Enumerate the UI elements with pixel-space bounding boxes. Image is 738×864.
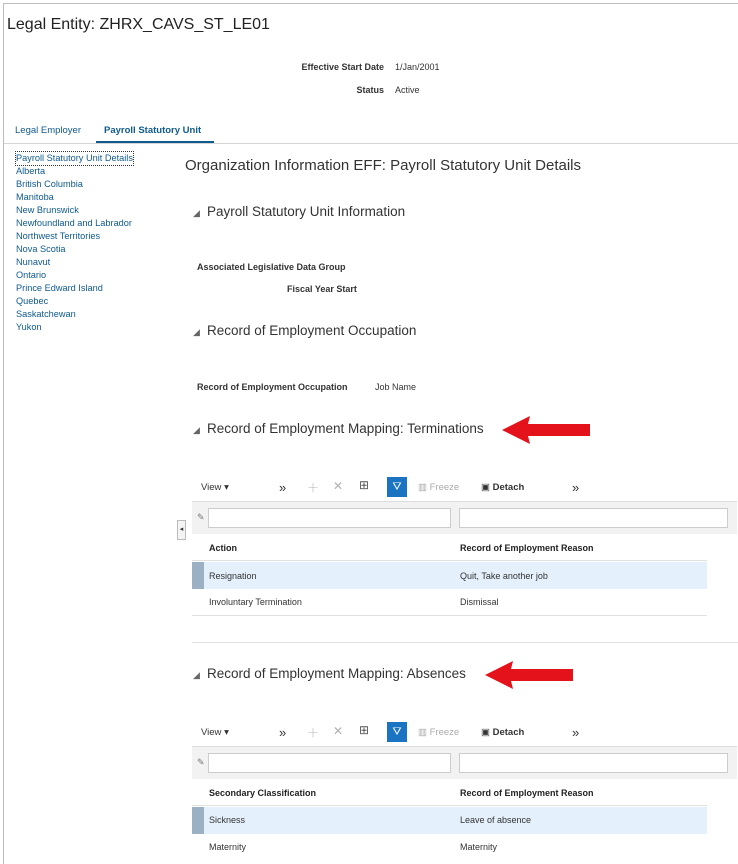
effective-start-date-label: Effective Start Date bbox=[301, 62, 384, 72]
columns-icon[interactable]: ⊞ bbox=[359, 723, 370, 737]
freeze-button[interactable] bbox=[418, 727, 459, 738]
column-header-roe-reason[interactable]: Record of Employment Reason bbox=[460, 543, 594, 553]
absences-filter-row bbox=[192, 746, 737, 779]
delete-row-icon[interactable]: ✕ bbox=[333, 724, 344, 738]
page-heading: Organization Information EFF: Payroll Statutory Unit Details bbox=[185, 157, 581, 174]
divider bbox=[192, 560, 707, 561]
view-menu[interactable] bbox=[201, 482, 229, 493]
overflow-chevron-icon[interactable]: » bbox=[572, 725, 580, 740]
freeze-button[interactable] bbox=[418, 482, 459, 493]
nav-item-alberta[interactable]: Alberta bbox=[16, 166, 46, 176]
edit-pencil-icon: ✎ bbox=[197, 757, 205, 767]
fiscal-year-start-label: Fiscal Year Start bbox=[287, 284, 357, 294]
nav-item-nova-scotia[interactable]: Nova Scotia bbox=[16, 244, 66, 254]
detach-button[interactable] bbox=[481, 482, 524, 493]
dropdown-arrow-icon: ▾ bbox=[224, 727, 229, 738]
nav-item-saskatchewan[interactable]: Saskatchewan bbox=[16, 309, 76, 319]
detach-label: Detach bbox=[492, 727, 525, 738]
column-header-secondary-classification[interactable]: Secondary Classification bbox=[209, 788, 317, 798]
collapse-triangle-icon: ◢ bbox=[193, 208, 200, 218]
nav-item-northwest-territories[interactable]: Northwest Territories bbox=[16, 231, 101, 241]
filter-roe-reason-input[interactable] bbox=[459, 508, 728, 528]
nav-item-new-brunswick[interactable]: New Brunswick bbox=[16, 205, 79, 215]
detach-button[interactable] bbox=[481, 727, 524, 738]
section-title: Record of Employment Occupation bbox=[207, 323, 417, 338]
section-psu-info[interactable] bbox=[193, 204, 405, 219]
status-label: Status bbox=[356, 85, 384, 95]
overflow-chevron-icon[interactable]: » bbox=[279, 725, 287, 740]
nav-item-manitoba[interactable]: Manitoba bbox=[16, 192, 54, 202]
add-row-icon[interactable]: ＋ bbox=[307, 726, 320, 740]
column-header-roe-reason[interactable]: Record of Employment Reason bbox=[460, 788, 594, 798]
entity-title: Legal Entity: ZHRX_CAVS_ST_LE01 bbox=[7, 16, 270, 33]
ldg-label: Associated Legislative Data Group bbox=[197, 262, 346, 272]
section-title: Record of Employment Mapping: Terminations bbox=[207, 421, 484, 436]
columns-icon[interactable]: ⊞ bbox=[359, 478, 370, 492]
freeze-icon: ▥ bbox=[418, 482, 427, 493]
table-row[interactable] bbox=[192, 562, 707, 589]
section-title: Payroll Statutory Unit Information bbox=[207, 204, 406, 219]
freeze-icon: ▥ bbox=[418, 727, 427, 738]
detach-icon: ▣ bbox=[481, 482, 490, 493]
filter-roe-reason-input[interactable] bbox=[459, 753, 728, 773]
collapse-pane-handle[interactable]: ◂ bbox=[177, 520, 186, 540]
red-arrow-annotation bbox=[502, 415, 592, 445]
delete-row-icon[interactable]: ✕ bbox=[333, 479, 344, 493]
nav-item-ontario[interactable]: Ontario bbox=[16, 270, 47, 280]
freeze-label: Freeze bbox=[429, 482, 460, 493]
tab-legal-employer[interactable]: Legal Employer bbox=[15, 125, 82, 136]
collapse-triangle-icon: ◢ bbox=[193, 327, 200, 337]
edit-pencil-icon: ✎ bbox=[197, 512, 205, 522]
roe-occupation-label: Record of Employment Occupation bbox=[197, 382, 348, 392]
effective-start-date-value: 1/Jan/2001 bbox=[395, 62, 440, 72]
cell-roe-reason: Quit, Take another job bbox=[460, 571, 548, 581]
cell-secondary-classification: Maternity bbox=[209, 842, 247, 852]
divider bbox=[192, 642, 738, 643]
overflow-chevron-icon[interactable]: » bbox=[279, 480, 287, 495]
table-row[interactable] bbox=[192, 807, 707, 834]
overflow-chevron-icon[interactable]: » bbox=[572, 480, 580, 495]
nav-item-newfoundland-and-labrador[interactable]: Newfoundland and Labrador bbox=[16, 218, 132, 228]
view-label: View bbox=[201, 482, 222, 493]
table-row[interactable] bbox=[192, 834, 707, 858]
nav-item-prince-edward-island[interactable]: Prince Edward Island bbox=[16, 283, 103, 293]
nav-item-quebec[interactable]: Quebec bbox=[16, 296, 49, 306]
divider bbox=[192, 615, 707, 616]
cell-action: Resignation bbox=[209, 571, 257, 581]
terminations-toolbar bbox=[192, 476, 732, 500]
red-arrow-annotation bbox=[485, 660, 575, 690]
cell-roe-reason: Maternity bbox=[460, 842, 498, 852]
section-roe-occupation[interactable] bbox=[193, 323, 416, 338]
row-selector[interactable] bbox=[192, 807, 204, 834]
view-menu[interactable] bbox=[201, 727, 229, 738]
nav-item-yukon[interactable]: Yukon bbox=[16, 322, 42, 332]
cell-secondary-classification: Sickness bbox=[209, 815, 246, 825]
view-label: View bbox=[201, 727, 222, 738]
divider bbox=[192, 805, 707, 806]
cell-roe-reason: Dismissal bbox=[460, 597, 499, 607]
section-roe-absences[interactable] bbox=[193, 666, 466, 681]
absences-toolbar bbox=[192, 721, 732, 745]
status-value: Active bbox=[395, 85, 420, 95]
cell-roe-reason: Leave of absence bbox=[460, 815, 532, 825]
column-header-action[interactable]: Action bbox=[209, 543, 237, 553]
nav-item-british-columbia[interactable]: British Columbia bbox=[16, 179, 83, 189]
freeze-label: Freeze bbox=[429, 727, 460, 738]
tab-payroll-statutory-unit[interactable]: Payroll Statutory Unit bbox=[104, 125, 202, 136]
row-selector[interactable] bbox=[192, 562, 204, 589]
section-title: Record of Employment Mapping: Absences bbox=[207, 666, 466, 681]
nav-item-nunavut[interactable]: Nunavut bbox=[16, 257, 51, 267]
region-nav-list bbox=[16, 152, 133, 334]
filter-action-input[interactable] bbox=[208, 508, 451, 528]
section-roe-terminations[interactable] bbox=[193, 421, 484, 436]
query-by-example-icon[interactable]: ⛛ bbox=[387, 477, 407, 497]
add-row-icon[interactable]: ＋ bbox=[307, 481, 320, 495]
cell-action: Involuntary Termination bbox=[209, 597, 302, 607]
roe-occupation-value: Job Name bbox=[375, 382, 417, 392]
tab-divider bbox=[4, 143, 738, 144]
nav-item-payroll-statutory-unit-details[interactable]: Payroll Statutory Unit Details bbox=[16, 153, 133, 163]
detach-label: Detach bbox=[492, 482, 525, 493]
terminations-filter-row bbox=[192, 501, 737, 534]
tab-active-indicator bbox=[96, 141, 214, 143]
filter-secondary-classification-input[interactable] bbox=[208, 753, 451, 773]
collapse-triangle-icon: ◢ bbox=[193, 670, 200, 680]
detach-icon: ▣ bbox=[481, 727, 490, 738]
collapse-triangle-icon: ◢ bbox=[193, 425, 200, 435]
query-by-example-icon[interactable]: ⛛ bbox=[387, 722, 407, 742]
table-row[interactable] bbox=[192, 589, 707, 616]
dropdown-arrow-icon: ▾ bbox=[224, 482, 229, 493]
